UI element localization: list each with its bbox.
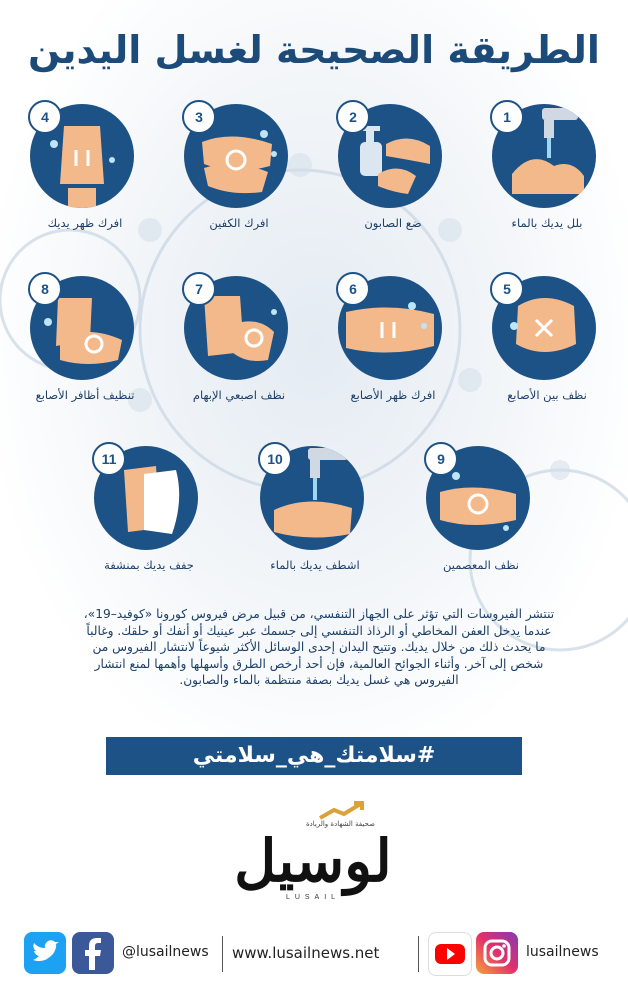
- step-11-number: 11: [92, 442, 126, 476]
- step-10-label: اشطف يديك بالماء: [270, 558, 360, 572]
- step-7-number: 7: [182, 272, 216, 306]
- footer-divider: [222, 936, 223, 972]
- step-8: [20, 276, 150, 426]
- step-3-label: افرك الكفين: [209, 216, 269, 230]
- step-4-label: افرك ظهر يديك: [47, 216, 123, 230]
- step-11: [84, 446, 214, 596]
- step-1: [482, 104, 612, 254]
- step-8-label: تنظيف أظافر الأصابع: [35, 388, 135, 402]
- step-10-number: 10: [258, 442, 292, 476]
- step-2-label: ضع الصابون: [364, 216, 422, 230]
- website-link[interactable]: www.lusailnews.net: [232, 944, 380, 962]
- logo-arrow-icon: [318, 800, 378, 822]
- youtube-icon[interactable]: [428, 932, 472, 976]
- step-5: [482, 276, 612, 426]
- facebook-icon[interactable]: [72, 932, 114, 974]
- step-6-label: افرك ظهر الأصابع: [350, 388, 436, 402]
- step-7-label: نظف اصبعي الإبهام: [192, 388, 286, 402]
- logo-latin: LUSAIL: [285, 894, 341, 901]
- step-4-number: 4: [28, 100, 62, 134]
- page-title: الطريقة الصحيحة لغسل اليدين: [28, 28, 600, 72]
- step-3-number: 3: [182, 100, 216, 134]
- step-9-number: 9: [424, 442, 458, 476]
- step-4: [20, 104, 150, 254]
- hashtag-banner: #سلامتك_هي_سلامتي: [106, 737, 522, 775]
- lusail-logo: [188, 800, 438, 910]
- step-3: [174, 104, 304, 254]
- instagram-icon[interactable]: [476, 932, 518, 974]
- step-6: [328, 276, 458, 426]
- info-paragraph: تنتشر الفيروسات التي تؤثر على الجهاز التنفسي، من قبيل مرض فيروس كورونا «كوفيد–19»، عندما يدخل العفن المخاطي أو الرذاذ التنفسي إلى جسمك عبر عينيك أو أنفك أو حلقك. وغالباً ما يحدث ذلك من خلال يديك. وتتيح اليدان إحدى الوسائل الأكثر شيوعاً لانتشار الفيروس من شخص إلى آخر. وأثناء الجوائح العالمية، فإن أحد أرخص الطرق وأسهلها وأهمها لمنع انتشار الفيروس هي غسل يديك بصفة منتظمة بالماء والصابون.: [83, 607, 555, 687]
- step-2-number: 2: [336, 100, 370, 134]
- step-11-label: جفف يديك بمنشفة: [104, 558, 194, 572]
- footer: [0, 932, 628, 982]
- logo-name: لوسيل: [234, 827, 392, 895]
- step-1-label: بلل يديك بالماء: [511, 216, 583, 230]
- step-7: [174, 276, 304, 426]
- logo-tagline: صحيفة الشهادة والريادة: [306, 820, 375, 828]
- twitter-handle[interactable]: @lusailnews: [122, 944, 209, 960]
- footer-divider: [418, 936, 419, 972]
- step-5-number: 5: [490, 272, 524, 306]
- step-5-label: نظف بين الأصابع: [507, 388, 587, 402]
- twitter-icon[interactable]: [24, 932, 66, 974]
- step-6-number: 6: [336, 272, 370, 306]
- step-10: [250, 446, 380, 596]
- instagram-handle[interactable]: lusailnews: [526, 944, 599, 960]
- step-2: [328, 104, 458, 254]
- step-9-label: نظف المعصمين: [443, 558, 519, 572]
- step-8-number: 8: [28, 272, 62, 306]
- step-1-number: 1: [490, 100, 524, 134]
- step-9: [416, 446, 546, 596]
